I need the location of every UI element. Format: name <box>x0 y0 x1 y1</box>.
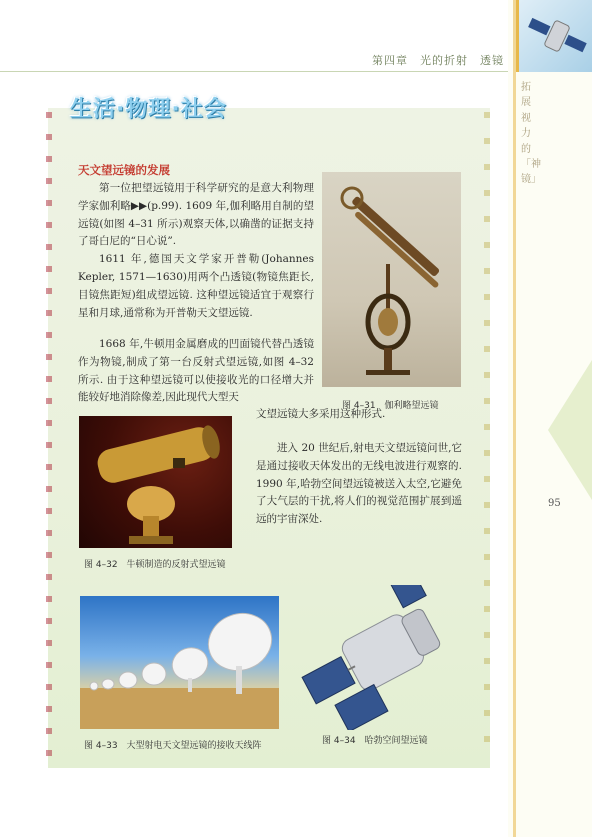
section-title: 天文望远镜的发展 <box>78 163 170 177</box>
header-rule <box>0 71 508 72</box>
text-block-intro <box>78 180 314 322</box>
paragraph-newton-continued: 文望远镜大多采用这种形式. <box>256 408 386 420</box>
paragraph-kepler: 1611 年,德国天文学家开普勒(Johannes Kepler, 1571—1630)用两个凸透镜(物镜焦距长,目镜焦距短)组成望远镜. 这种望远镜适宜于观察行星和月球,通常称为开普勒天文望远镜. <box>78 253 314 319</box>
corner-satellite-thumbnail <box>516 0 592 72</box>
paragraph-newton: 1668 年,牛顿用金属磨成的凹面镜代替凸透镜作为物镜,制成了第一台反射式望远镜,如图 4–32 所示. 由于这种望远镜可以使接收光的口径增大并能较好地消除像差,因此现代大型天 <box>78 338 314 404</box>
chapter-heading: 第四章 光的折射 透镜 <box>372 54 504 67</box>
figure-galileo-telescope <box>322 172 461 387</box>
margin-divider <box>513 0 516 837</box>
figure-newton-reflector <box>79 416 232 548</box>
caption-figure-4-33: 图 4–33 大型射电天文望远镜的接收天线阵 <box>84 741 262 751</box>
panel-left-border <box>46 112 52 762</box>
side-section-label: 拓展视力的「神镜」 <box>521 82 541 186</box>
text-block-newton <box>78 336 314 407</box>
caption-figure-4-32: 图 4–32 牛顿制造的反射式望远镜 <box>84 560 226 570</box>
running-header <box>0 52 508 70</box>
figure-radio-array <box>80 596 279 729</box>
caption-figure-4-34: 图 4–34 哈勃空间望远镜 <box>322 736 428 746</box>
page-edge-tab <box>548 360 592 500</box>
figure-hubble-telescope <box>298 585 468 730</box>
paragraph-galileo: 第一位把望远镜用于科学研究的是意大利物理学家伽利略▶▶(p.99). 1609 年,伽利略用自制的望远镜(如图 4–31 所示)观察天体,以确凿的证据支持了哥白尼的“日心说”. <box>78 182 314 248</box>
column-banner: 生活·物理·社会 <box>70 97 227 122</box>
caption-figure-4-31: 图 4–31 伽利略望远镜 <box>342 401 439 411</box>
text-block-modern <box>256 440 462 529</box>
paragraph-radio-hubble: 进入 20 世纪后,射电天文望远镜问世,它是通过接收天体发出的无线电波进行观察的. 1990 年,哈勃空间望远镜被送入太空,它避免了大气层的干扰,将人们的视觉范围扩展到遥远的宇宙深处. <box>256 442 462 526</box>
page-number: 95 <box>548 498 561 509</box>
panel-right-border <box>484 112 490 762</box>
